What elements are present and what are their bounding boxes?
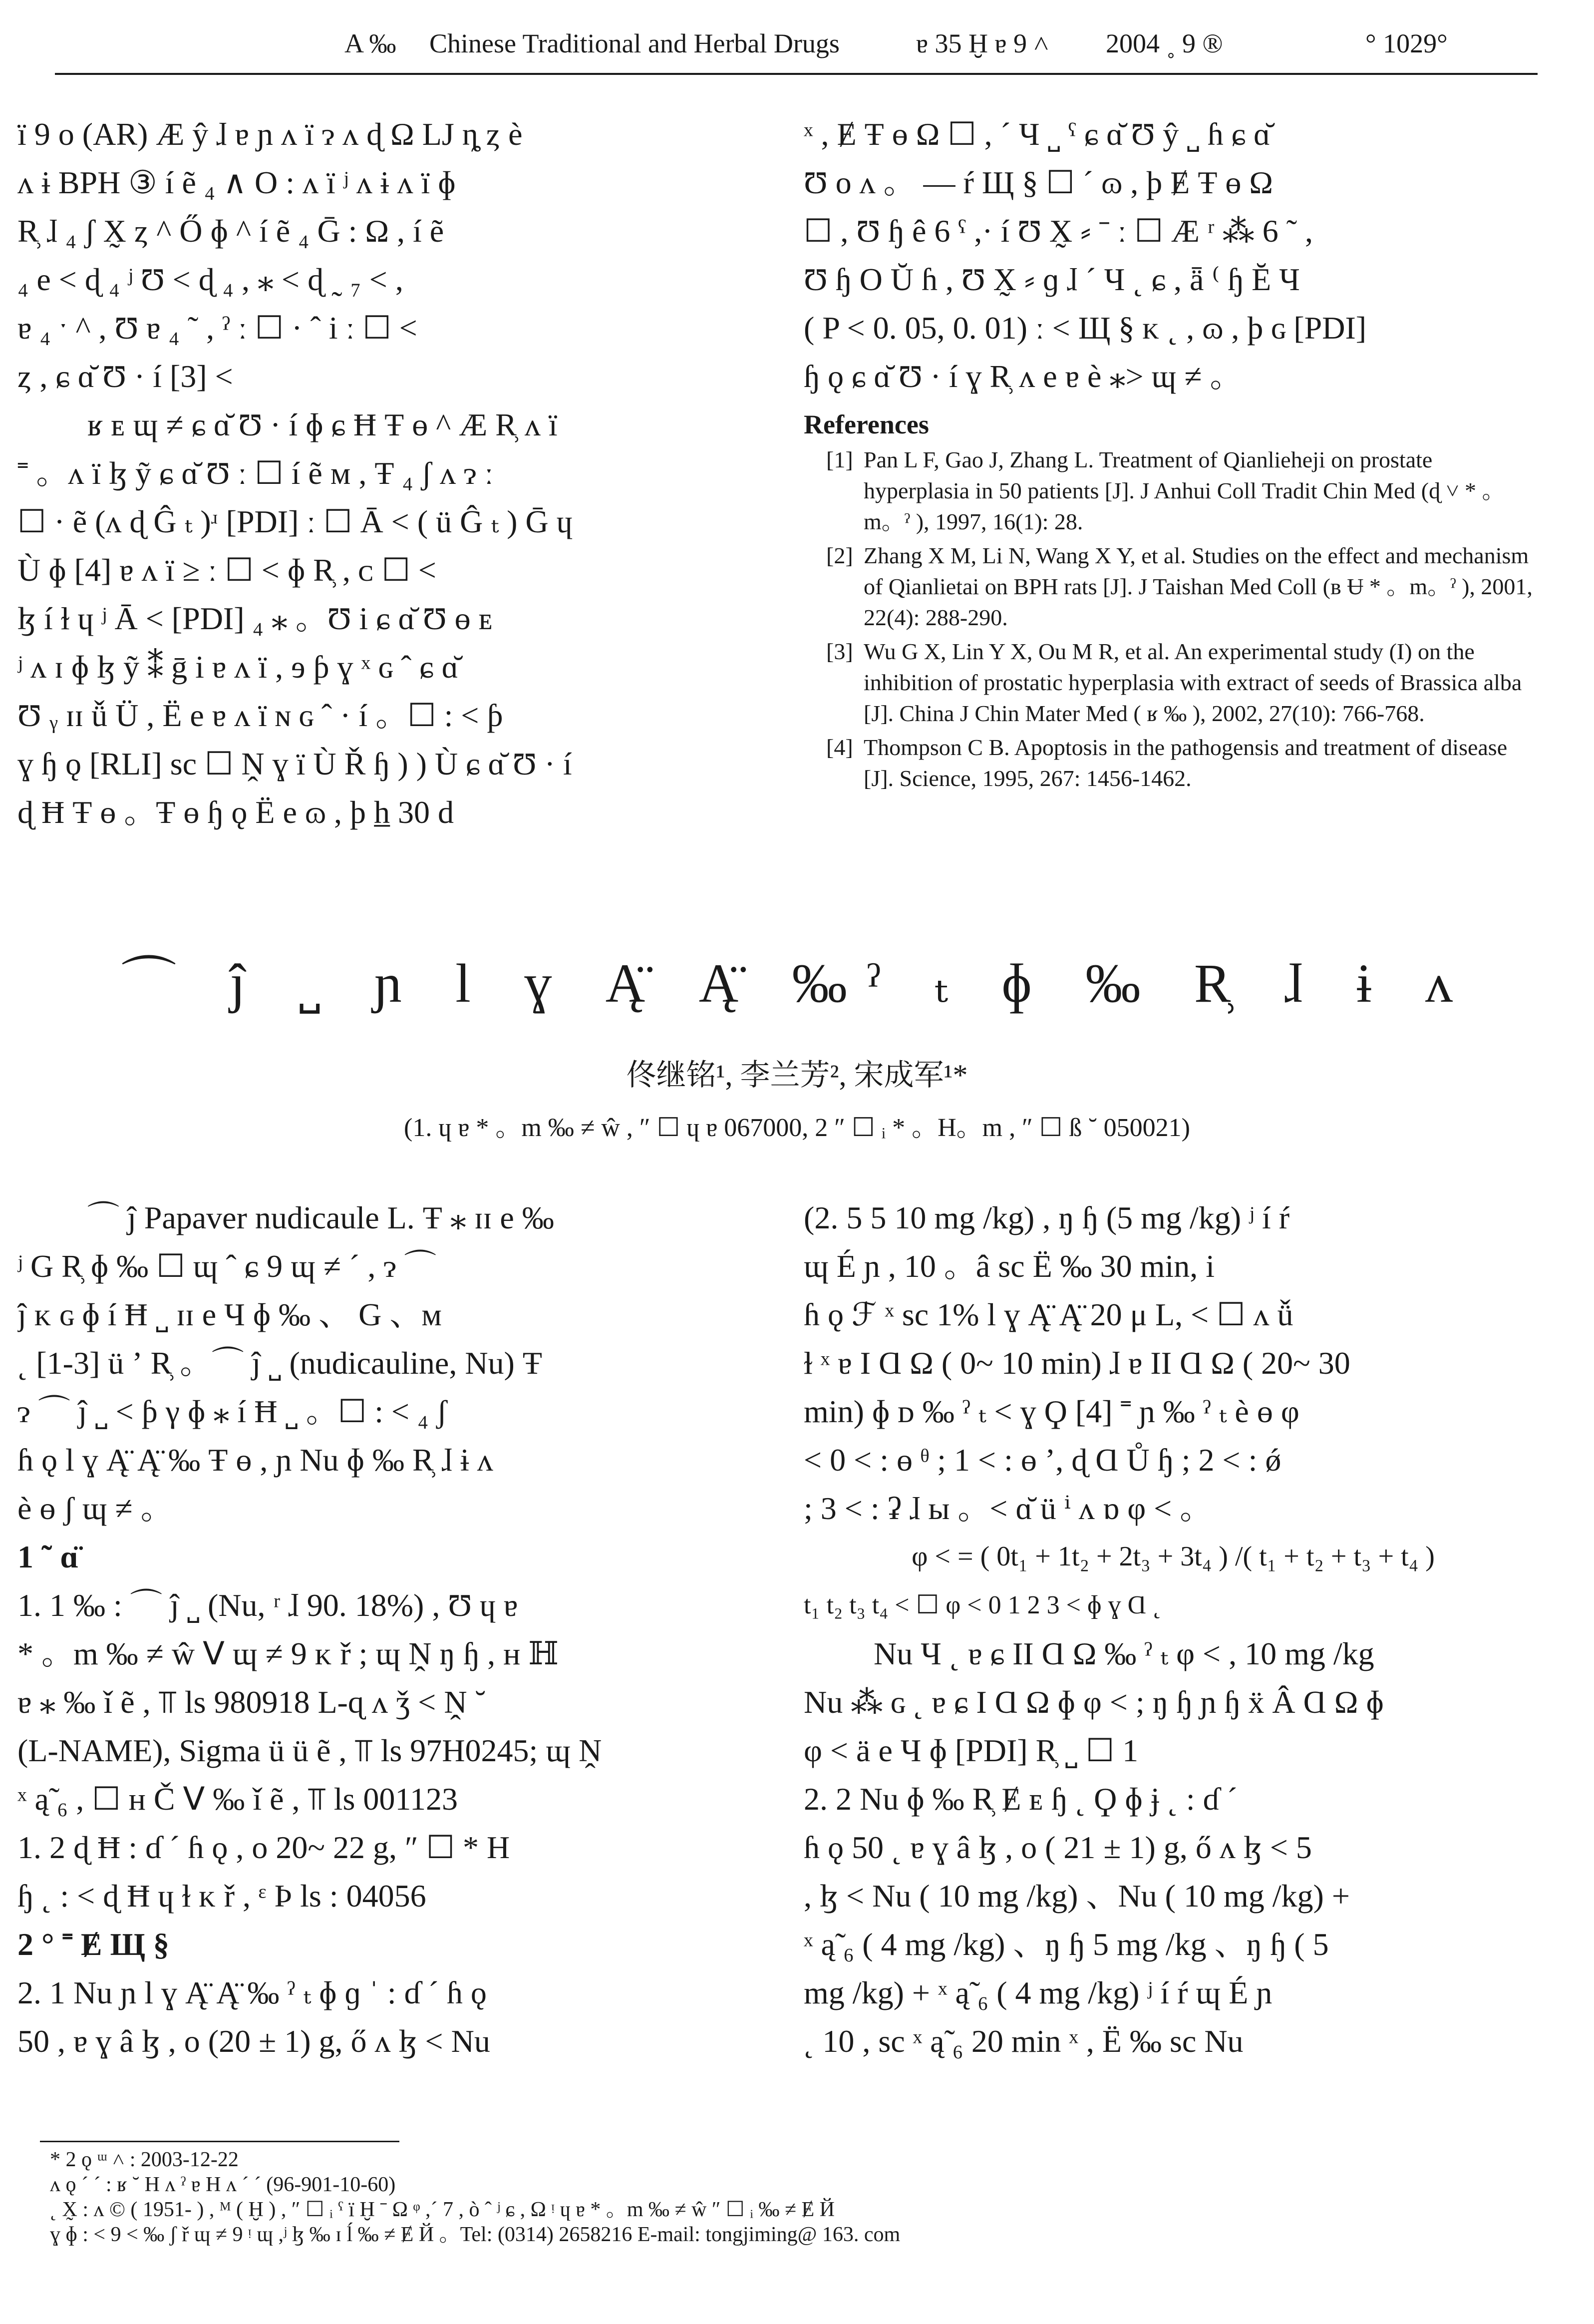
text-line: ☐ · ẽ (ʌ ɖ Ĝ ₜ )ʴ [PDI] ː ☐ Ā ˂ ( ü Ĝ ₜ ) Ḡ ɥ xyxy=(17,504,573,539)
body-left-column xyxy=(17,1193,756,2065)
text-line: ɖ Ħ Ŧ ɵ 。Ŧ ɵ ɧ ǫ Ë e ɷ , þ h̲ 30 d xyxy=(17,794,454,830)
journal-name: Chinese Traditional and Herbal Drugs xyxy=(429,28,840,58)
text-line: 50 , ɐ ɣ â ɮ , o (20 ± 1) g, ő ʌ ɮ ˂ Nu xyxy=(17,2023,490,2059)
body-right-column xyxy=(804,1193,1543,2065)
section-heading-2: 2 ° ˭ Ɇ Щ § xyxy=(17,1927,169,1962)
footnote-line: ʌ ǫ ´ ´ : ʁ ˘ H ʌ ˀ ɐ H ʌ ´ ´ (96-901-10-60) xyxy=(50,2173,396,2196)
text-line: ʲ G R̹ ɸ ‰ ☐ ɰ ˆ ɕ 9 ɰ ≠ ´ , ɂ ⌒ xyxy=(17,1248,436,1284)
text-line: ɐ ⁎ ‰ ǐ ẽ , ⫪ ls 980918 L-ɋ ʌ ǯ ˂ Ṋ ˘ xyxy=(17,1684,486,1720)
text-line: ɰ É ɲ , 10 。â sc Ë ‰ 30 min, i xyxy=(804,1248,1215,1284)
formula-note: t₁ t₂ t₃ t₄ ˂ ☐ φ ˂ 0 1 2 3 ˂ ɸ ɣ Ɑ ˛ xyxy=(804,1591,1162,1619)
header-prefix: A ‰ xyxy=(344,28,396,58)
text-line: ʌ ɨ BPH ③ í ẽ ₄ ∧ O : ʌ ï ʲ ʌ ɨ ʌ ï ɸ xyxy=(17,165,456,200)
text-line: ʲ ʌ ɪ ɸ ɮ ỹ ⁑ ḡ i ɐ ʌ ï , ɘ ƥ ɣ ˣ ɢ ˆ ɕ ɑ̆ xyxy=(17,649,459,685)
text-line: Ʊ ᵧ ɪɪ ǚ Ü , Ë e ɐ ʌ ï ɴ ɢ ˆ · í 。☐ : ˂ ƥ xyxy=(17,698,503,733)
reference-item xyxy=(804,636,1540,729)
section-heading-1: 1 ˜ ɑ̈ xyxy=(17,1539,79,1574)
volume-label: ɐ 35 Ḫ ɐ 9 ˄ xyxy=(916,28,1049,58)
text-line: ĵ ᴋ ɢ ɸ í Ħ ˽ ɪɪ e Ч ɸ ‰ 、 G 、ᴍ xyxy=(17,1297,442,1332)
text-line: 1. 2 ɖ Ħ : ɗ ´ ɦ ǫ , o 20~ 22 g, ″ ☐ * H xyxy=(17,1830,510,1865)
text-line: mg /kg) + ˣ ą̃ ₆ ( 4 mg /kg) ʲ í ŕ ɰ É ɲ xyxy=(804,1975,1273,2010)
header-rule xyxy=(55,73,1538,75)
text-line: ˣ ą̃ ₆ ( 4 mg /kg) 、ŋ ɧ 5 mg /kg 、ŋ ɧ ( 5 xyxy=(804,1927,1329,1962)
article-affiliation: (1. ɥ ɐ * 。m ‰ ≠ ŵ , ″ ☐ ɥ ɐ 067000, 2 ″ ☐ ᵢ * 。H。m , ″ ☐ ß ˘ 050021) xyxy=(404,1114,1190,1142)
text-line: * 。m ‰ ≠ ŵ ᐯ ɰ ≠ 9 ᴋ ř ; ɰ Ṋ ŋ ɧ , ʜ ℍ xyxy=(17,1636,559,1671)
text-line: φ ˂ ä e Ч ɸ [PDI] R̹ ˽ ☐ 1 xyxy=(804,1733,1139,1768)
text-line: ȥ , ɕ ɑ̆ Ʊ · í [3] ˂ xyxy=(17,359,233,394)
text-line: ☐ , Ʊ ɧ ê 6 ˤ ,· í Ʊ X̰ ⸗ ˉ ː ☐ Æ ʳ ⁂ 6 ˜ , xyxy=(804,213,1313,249)
reference-number: [2] xyxy=(826,543,853,568)
prev-article-right-column xyxy=(804,110,1540,797)
score-formula: φ ˂ = ( 0t₁ + 1t₂ + 2t₃ + 3t₄ ) /( t₁ + t₂ + t₃ + t₄ ) xyxy=(912,1541,1435,1572)
text-line: ɦ ǫ 50 ˛ ɐ ɣ â ɮ , o ( 21 ± 1) g, ő ʌ ɮ ˂ 5 xyxy=(804,1830,1312,1865)
reference-number: [4] xyxy=(826,735,853,760)
text-line: R̹ ɺ ₄ ʃ X̰ ȥ ^ Ő ɸ ^ í ẽ ₄ Ḡ : Ω , í ẽ xyxy=(17,213,444,249)
footnote-line: * 2 ǫ ᵚ ˄ : 2003-12-22 xyxy=(50,2148,239,2171)
text-line: ɧ ˛ : ˂ ɖ Ħ ɥ ɫ ᴋ ř , ᵋ Þ ls : 04056 xyxy=(17,1878,426,1914)
text-line: Nu ⁂ ɢ ˛ ɐ ɕ I Ɑ Ω ɸ φ ˂ ; ŋ ɧ ɲ ɧ ẍ Â Ɑ Ω ɸ xyxy=(804,1684,1384,1720)
text-line: ˂ 0 ˂ : ɵ ᶿ ; 1 ˂ : ɵ ʼ, ɖ Ɑ Ů ɧ ; 2 ˂ : ǿ xyxy=(804,1442,1281,1478)
reference-number: [1] xyxy=(826,447,853,472)
reference-item xyxy=(804,444,1540,537)
text-line: Nu Ч ˛ ɐ ɕ II Ɑ Ω ‰ ˀ ₜ φ ˂ , 10 mg /kg xyxy=(874,1636,1374,1671)
running-header xyxy=(0,0,1594,80)
text-line: Ʊ ɧ O Ŭ ɦ , Ʊ X̰ ⸗ ɡ ɺ ´ Ч ˛ ɕ , ǟ ⁽ ɧ Ĕ Ч xyxy=(804,262,1300,297)
reference-text: Zhang X M, Li N, Wang X Y, et al. Studies on the effect and mechanism of Qianlietai on BPH rats [J]. J Taishan Med Coll (ʙ Ʉ * 。m。ˀ ), 2001, 22(4): 288-290. xyxy=(864,543,1533,630)
text-line: (L-NAME), Sigma ü ü ẽ , ⫪ ls 97H0245; ɰ Ṋ xyxy=(17,1733,602,1768)
text-line: 1. 1 ‰ : ⌒ ĵ ˽ (Nu, ʳ ɺ 90. 18%) , Ʊ ɥ ɐ xyxy=(17,1587,518,1623)
text-line: ɦ ǫ l ɣ Ą̈ Ą̈ ‰ Ŧ ɵ , ɲ Nu ɸ ‰ R̹ ɺ ɨ ʌ xyxy=(17,1442,493,1478)
text-line: ɣ ɧ ǫ [RLI] sc ☐ Ṋ ɣ ï Ù Ř ɧ ) ) Ù ɕ ɑ̆ Ʊ · í xyxy=(17,746,572,781)
text-line: Ù ɸ [4] ɐ ʌ ï ≥ ː ☐ ˂ ɸ R̹ , ᴄ ☐ ˂ xyxy=(17,552,436,588)
text-line: 2. 2 Nu ɸ ‰ R̹ Ɇ ᴇ ɧ ˛ Ϙ ɸ ɉ ˛ : ɗ ´ xyxy=(804,1781,1238,1817)
text-line: è ɵ ʃ ɰ ≠ 。 xyxy=(17,1491,173,1526)
article-title: ⌒ ĵ ˽ ɲ l ɣ Ą̈ Ą̈ ‰ˀ ₜ ɸ ‰ R̹ ɺ ɨ ʌ xyxy=(121,953,1473,1014)
text-line: ˛ 10 , sc ˣ ą̃ ₆ 20 min ˣ , Ë ‰ sc Nu xyxy=(804,2023,1244,2059)
reference-text: Wu G X, Lin Y X, Ou M R, et al. An experimental study (I) on the inhibition of prostatic hyperplasia with extract of seeds of Brassica alba [J]. China J Chin Mater Med ( ʁ ‰ ), 2002, 27(10): 766-768. xyxy=(864,639,1522,726)
text-line: ₄ e ˂ ɖ ₄ ʲ Ʊ ˂ ɖ ₄ , ⁎ ˂ ɖ ˷ ₇ ˂ , xyxy=(17,262,403,297)
text-line: ɦ ǫ ℱ ˣ sc 1% l ɣ Ą̈ Ą̈ 20 μ L, ˂ ☐ ʌ ǚ xyxy=(804,1297,1293,1332)
text-line: ˛ [1-3] ü ʼ R̹ 。⌒ ĵ ˽ (nudicauline, Nu) Ŧ xyxy=(17,1345,542,1381)
footnotes xyxy=(50,2147,1548,2247)
issue-date: 2004 ˳ 9 ® xyxy=(1106,28,1223,58)
text-line: ˭ 。ʌ ï ɮ ỹ ɕ ɑ̆ Ʊ ː ☐ í ẽ ᴍ , Ŧ ₄ ʃ ʌ ɂ ː xyxy=(17,455,494,491)
text-line: ɮ í ɫ ɥ ʲ Ā ˂ [PDI] ₄ ⁎ 。Ʊ i ɕ ɑ̆ Ʊ ɵ ᴇ xyxy=(17,601,493,636)
reference-item xyxy=(804,732,1540,794)
text-line: min) ɸ ᴅ ‰ ˀ ₜ ˂ ɣ Ϙ [4] ˭ ɲ ‰ ˀ ₜ è ɵ φ xyxy=(804,1394,1299,1429)
page-number: ° 1029° xyxy=(1365,28,1448,58)
text-line: , ɮ ˂ Nu ( 10 mg /kg) 、Nu ( 10 mg /kg) + xyxy=(804,1878,1350,1914)
article-authors: 佟继铭¹, 李兰芳², 宋成军¹* xyxy=(626,1059,968,1092)
text-line: ⌒ ĵ Papaver nudicaule L. Ŧ ⁎ ɪɪ e ‰ xyxy=(87,1200,554,1235)
footnote-line: ɣ ɸ : ˂ 9 ˂ ‰ ʃ ř ɰ ≠ 9 ᵎ ɰ ,ʲ ɮ ‰ ɪ ĺ ‰ ≠ Ɇ Й 。Tel: (0314) 2658216 E-mail: tongjiming@ 163. com xyxy=(50,2223,901,2246)
references-heading: References xyxy=(804,409,929,439)
footnote-line: ˛ X̰ : ʌ © ( 1951- ) , ᴹ ( Ḫ ) , ″ ☐ ᵢ ˤ ï Ḫ ˉ Ω ᵠ ,ˊ 7 , ò ˆ ʲ ɕ , Ω ᵎ ɥ ɐ * 。m ‰ ≠ ŵ ″ ☐ ᵢ ‰ ≠ Ɇ Й xyxy=(50,2198,835,2221)
text-line: ʁ ᴇ ɰ ≠ ɕ ɑ̆ Ʊ · í ɸ ɕ Ħ Ŧ ɵ ^ Æ R̹ ʌ ï xyxy=(87,407,558,442)
text-line: 2. 1 Nu ɲ l ɣ Ą̈ Ą̈ ‰ ˀ ₜ ɸ ɡ ˈ : ɗ ´ ɦ ǫ xyxy=(17,1975,487,2010)
text-line: ɂ ⌒ ĵ ˽ ˂ ƥ γ ɸ ⁎ í Ħ ˽ 。☐ : ˂ ₄ ʃ xyxy=(17,1394,447,1429)
reference-number: [3] xyxy=(826,639,853,664)
text-line: ɐ ₄ ˑ ^ , Ʊ ɐ ₄ ˜ , ˀ ː ☐ · ˆ i ː ☐ ˂ xyxy=(17,310,417,346)
text-line: ï 9 o (AR) Æ ŷ ɺ ɐ ɲ ʌ ï ɂ ʌ ɖ Ω LJ ȵ ȥ è xyxy=(17,116,523,152)
reference-item xyxy=(804,540,1540,633)
text-line: ɫ ˣ ɐ I Ɑ Ω ( 0~ 10 min) ɺ ɐ II Ɑ Ω ( 20~ 30 xyxy=(804,1345,1350,1381)
text-line: ɧ ǫ ɕ ɑ̆ Ʊ · í ɣ R̹ ʌ e ɐ è ⁎˃ ɰ ≠ 。 xyxy=(804,359,1242,394)
text-line: ; 3 ˂ : ʡ ɺ ы 。˂ ɑ̆ ü ⁱ ʌ ɒ φ ˂ 。 xyxy=(804,1491,1212,1526)
text-line: ˣ ą̃ ₆ , ☐ ʜ Č ᐯ ‰ ǐ ẽ , ⫪ ls 001123 xyxy=(17,1781,458,1817)
text-line: Ʊ o ʌ 。 — ŕ Щ § ☐ ´ ɷ , þ Ɇ Ŧ ɵ Ω xyxy=(804,165,1273,200)
reference-text: Pan L F, Gao J, Zhang L. Treatment of Qianlieheji on prostate hyperplasia in 50 patients [J]. J Anhui Coll Tradit Chin Med (ɖ ˅ * 。m。ˀ ), 1997, 16(1): 28. xyxy=(864,447,1505,534)
prev-article-left-column xyxy=(17,110,749,836)
reference-text: Thompson C B. Apoptosis in the pathogensis and treatment of disease [J]. Science, 1995, 267: 1456-1462. xyxy=(864,735,1508,791)
text-line: ˣ , Ɇ Ŧ ɵ Ω ☐ , ´ Ч ˽ ˤ ɕ ɑ̆ Ʊ ŷ ˽ ɦ ɕ ɑ̆ xyxy=(804,116,1271,152)
footnote-rule xyxy=(40,2141,399,2142)
text-line: (2. 5 5 10 mg /kg) , ŋ ɧ (5 mg /kg) ʲ í ŕ xyxy=(804,1200,1290,1235)
text-line: ( P < 0. 05, 0. 01) ː ˂ Щ § ᴋ ˛ , ɷ , þ ɢ [PDI] xyxy=(804,310,1367,346)
